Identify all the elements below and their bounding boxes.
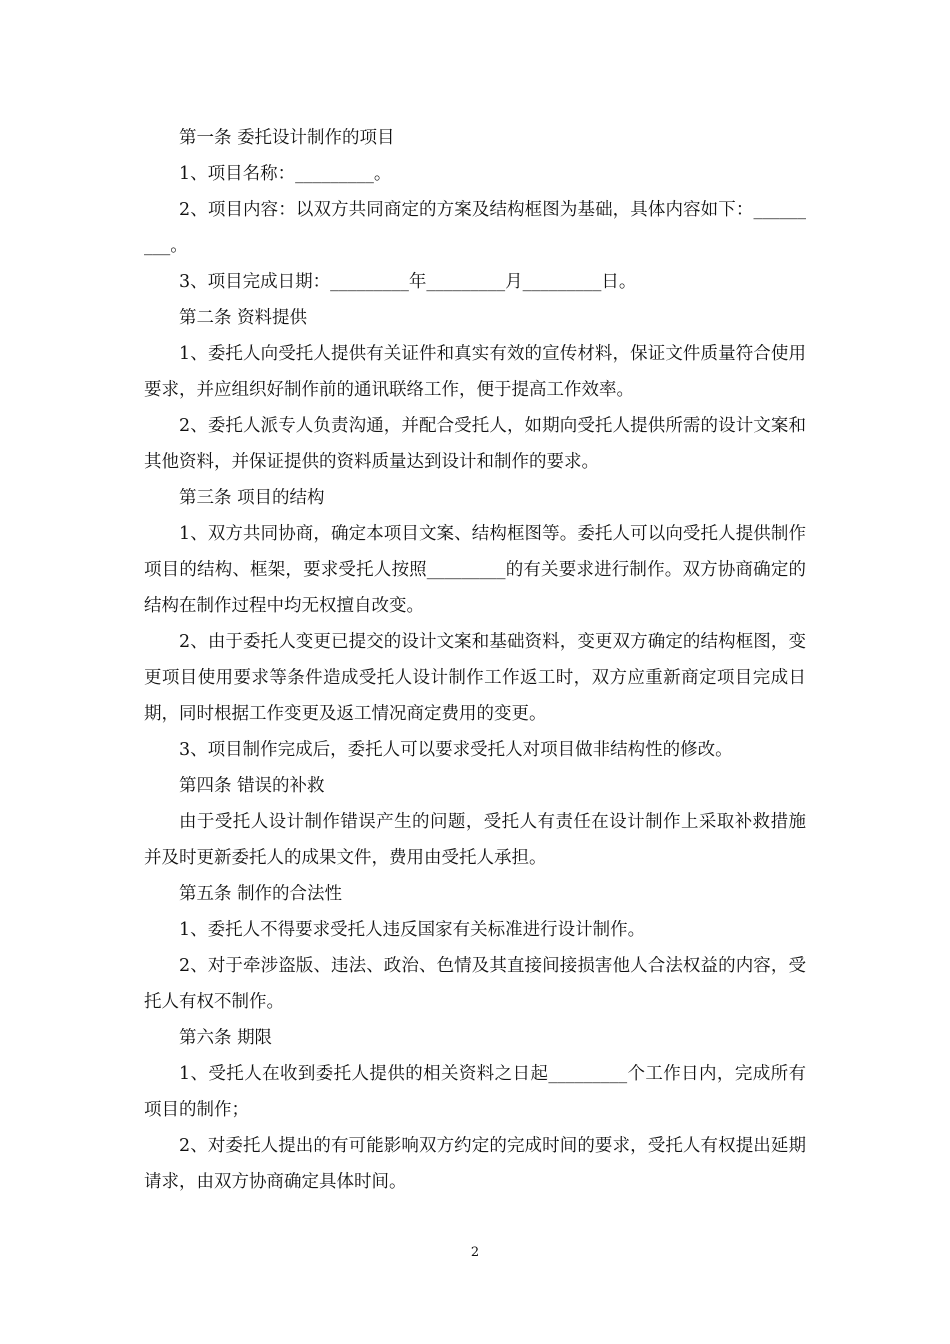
article-5-item-2: 2、对于牵涉盗版、违法、政治、色情及其直接间接损害他人合法权益的内容，受托人有权不制作。	[144, 956, 806, 1012]
page-number: 2	[470, 1245, 480, 1260]
document-body	[144, 120, 806, 1200]
article-1-item-2: 2、项目内容：以双方共同商定的方案及结构框图为基础，具体内容如下：_________。	[144, 200, 806, 256]
article-3-item-3: 3、项目制作完成后，委托人可以要求受托人对项目做非结构性的修改。	[179, 740, 733, 760]
article-4-heading: 第四条 错误的补救	[179, 776, 325, 796]
article-1-heading: 第一条 委托设计制作的项目	[179, 128, 395, 148]
article-2-item-2: 2、委托人派专人负责沟通，并配合受托人，如期向受托人提供所需的设计文案和其他资料，并保证提供的资料质量达到设计和制作的要求。	[144, 416, 806, 472]
article-1-item-1: 1、项目名称：_________。	[179, 164, 392, 184]
article-5-item-1: 1、委托人不得要求受托人违反国家有关标准进行设计制作。	[179, 920, 646, 940]
article-6-item-2: 2、对委托人提出的有可能影响双方约定的完成时间的要求，受托人有权提出延期请求，由双方协商确定具体时间。	[144, 1136, 806, 1192]
article-3-item-2: 2、由于委托人变更已提交的设计文案和基础资料，变更双方确定的结构框图，变更项目使用要求等条件造成受托人设计制作工作返工时，双方应重新商定项目完成日期，同时根据工作变更及返工情况商定费用的变更。	[144, 632, 806, 724]
article-6-heading: 第六条 期限	[179, 1028, 273, 1048]
article-2-item-1: 1、委托人向受托人提供有关证件和真实有效的宣传材料，保证文件质量符合使用要求，并应组织好制作前的通讯联络工作，便于提高工作效率。	[144, 344, 806, 400]
article-2-heading: 第二条 资料提供	[179, 308, 308, 328]
article-4-body: 由于受托人设计制作错误产生的问题，受托人有责任在设计制作上采取补救措施并及时更新委托人的成果文件，费用由受托人承担。	[144, 812, 806, 868]
article-3-heading: 第三条 项目的结构	[179, 488, 325, 508]
article-3-item-1: 1、双方共同协商，确定本项目文案、结构框图等。委托人可以向受托人提供制作项目的结构、框架，要求受托人按照_________的有关要求进行制作。双方协商确定的结构在制作过程中均无权擅自改变。	[144, 524, 806, 616]
article-5-heading: 第五条 制作的合法性	[179, 884, 343, 904]
article-1-item-3: 3、项目完成日期：_________年_________月_________日。	[179, 272, 637, 292]
article-6-item-1: 1、受托人在收到委托人提供的相关资料之日起_________个工作日内，完成所有项目的制作；	[144, 1064, 806, 1120]
